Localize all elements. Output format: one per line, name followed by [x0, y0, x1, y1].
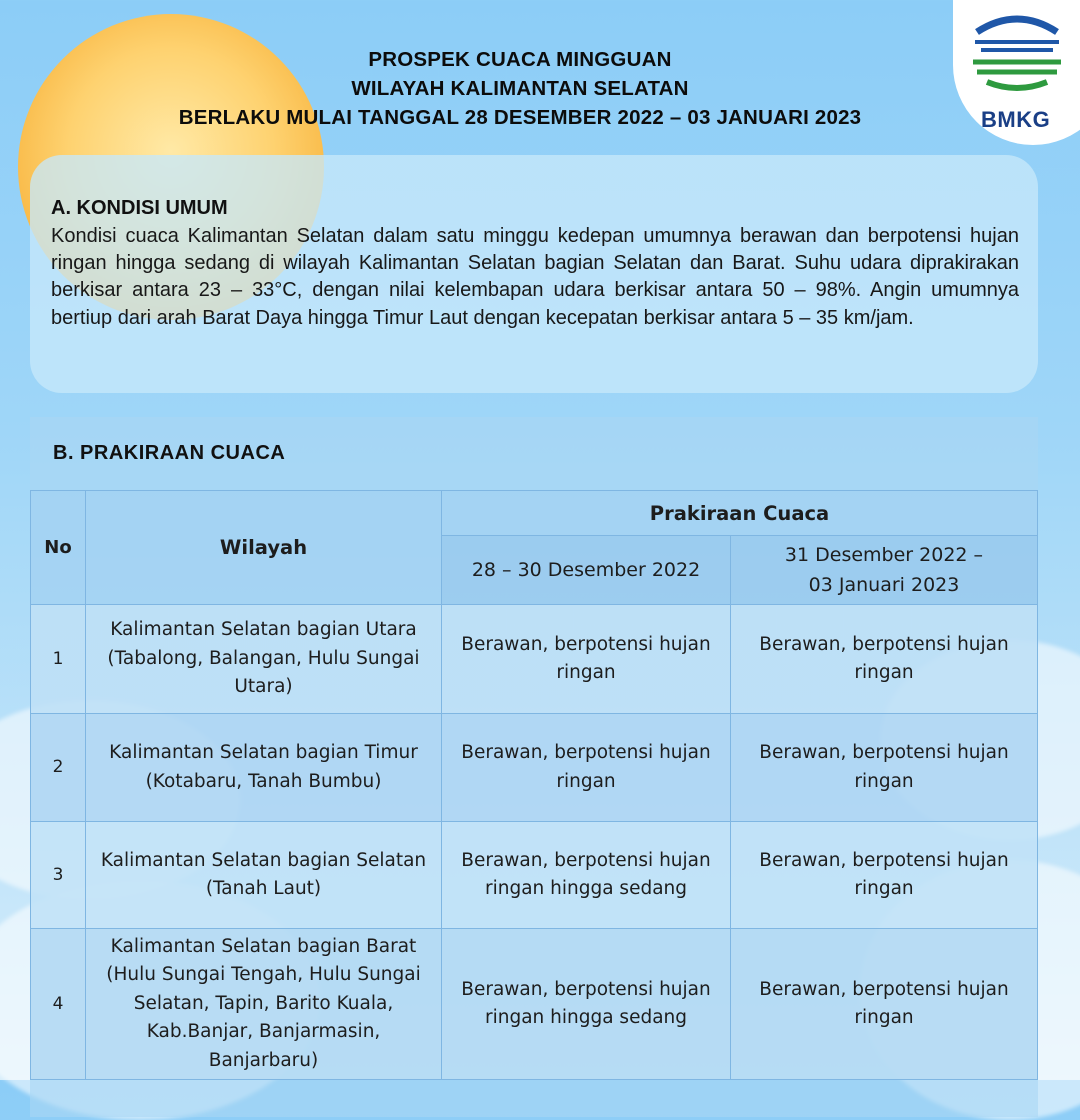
forecast-line: Berawan, berpotensi hujan	[759, 633, 1009, 655]
forecast-line: Berawan, berpotensi hujan	[759, 742, 1009, 763]
row-forecast-period-1	[442, 822, 731, 929]
wilayah-line: Kalimantan Selatan bagian Timur	[109, 742, 418, 763]
row-forecast-period-1	[442, 929, 731, 1080]
forecast-line: Berawan, berpotensi hujan	[759, 978, 1009, 1000]
forecast-line: ringan	[854, 770, 914, 792]
header-title-line3: BERLAKU MULAI TANGGAL 28 DESEMBER 2022 – 03 JANUARI 2023	[178, 106, 862, 129]
row-wilayah	[86, 929, 442, 1080]
wilayah-line: (Hulu Sungai Tengah, Hulu Sungai	[106, 964, 421, 986]
forecast-line: Berawan, berpotensi hujan	[461, 978, 711, 1000]
section-b-title: B. PRAKIRAAN CUACA	[53, 442, 286, 464]
header-wilayah: Wilayah	[86, 491, 442, 605]
row-forecast-period-2	[731, 822, 1038, 929]
wilayah-line: Utara)	[234, 676, 293, 698]
forecast-line: Berawan, berpotensi hujan	[759, 849, 1009, 871]
header-period-1: 28 – 30 Desember 2022	[442, 536, 731, 605]
forecast-line: ringan	[854, 878, 914, 899]
row-number: 2	[31, 714, 86, 822]
row-wilayah	[86, 605, 442, 714]
forecast-line: ringan	[556, 662, 616, 683]
row-number: 4	[31, 929, 86, 1080]
table-row	[31, 714, 1038, 822]
header-no: No	[31, 491, 86, 605]
table-row	[31, 929, 1038, 1080]
wilayah-line: Kalimantan Selatan bagian Barat	[110, 935, 417, 957]
row-forecast-period-2	[731, 929, 1038, 1080]
row-forecast-period-2	[731, 605, 1038, 714]
forecast-line: ringan hingga sedang	[484, 878, 688, 899]
forecast-line: Berawan, berpotensi hujan	[461, 849, 711, 871]
header-period-2	[731, 536, 1038, 605]
wilayah-line: Kab.Banjar, Banjarmasin,	[146, 1021, 381, 1043]
wilayah-line: Kalimantan Selatan bagian Selatan	[100, 849, 427, 871]
header-prakiraan: Prakiraan Cuaca	[442, 491, 1038, 536]
wilayah-line: Banjarbaru)	[208, 1049, 319, 1071]
general-condition-panel	[30, 155, 1038, 393]
table-header-row	[31, 491, 1038, 536]
bmkg-logo-text: BMKG	[981, 107, 1051, 132]
row-forecast-period-1	[442, 714, 731, 822]
row-forecast-period-2	[731, 714, 1038, 822]
table-row	[31, 605, 1038, 714]
wilayah-line: Kalimantan Selatan bagian Utara	[110, 619, 417, 641]
forecast-line: Berawan, berpotensi hujan	[461, 633, 711, 655]
wilayah-line: (Tabalong, Balangan, Hulu Sungai	[107, 647, 420, 669]
header-title-line2: WILAYAH KALIMANTAN SELATAN	[351, 77, 689, 100]
row-wilayah	[86, 822, 442, 929]
page-header	[0, 45, 1040, 132]
wilayah-line: Selatan, Tapin, Barito Kuala,	[133, 992, 394, 1014]
wilayah-line: (Tanah Laut)	[205, 878, 322, 899]
forecast-line: ringan	[854, 1007, 914, 1028]
bmkg-logo-icon	[971, 12, 1063, 92]
section-a-title: A. KONDISI UMUM	[51, 197, 228, 219]
forecast-line: ringan	[854, 662, 914, 683]
header-title-line1: PROSPEK CUACA MINGGUAN	[368, 48, 672, 71]
row-number: 3	[31, 822, 86, 929]
table-row	[31, 822, 1038, 929]
section-a-body: Kondisi cuaca Kalimantan Selatan dalam satu minggu kedepan umumnya berawan dan berpotensi hujan ringan hingga sedang di wilayah Kalimantan Selatan bagian Selatan dan Barat. Suhu udara diprakirakan berkisar antara 23 – 33°C, dengan nilai kelembapan udara berkisar antara 50 – 98%. Angin umumnya bertiup dari arah Barat Daya hingga Timur Laut dengan kecepatan berkisar antara 5 – 35 km/jam.	[51, 225, 1019, 329]
row-wilayah	[86, 714, 442, 822]
wilayah-line: (Kotabaru, Tanah Bumbu)	[145, 770, 382, 792]
forecast-table	[30, 490, 1038, 1080]
header-period-2-line2: 03 Januari 2023	[808, 574, 960, 596]
row-number: 1	[31, 605, 86, 714]
forecast-line: ringan hingga sedang	[484, 1007, 688, 1028]
forecast-line: Berawan, berpotensi hujan	[461, 742, 711, 763]
row-forecast-period-1	[442, 605, 731, 714]
forecast-line: ringan	[556, 770, 616, 792]
header-period-2-line1: 31 Desember 2022 –	[784, 544, 984, 566]
